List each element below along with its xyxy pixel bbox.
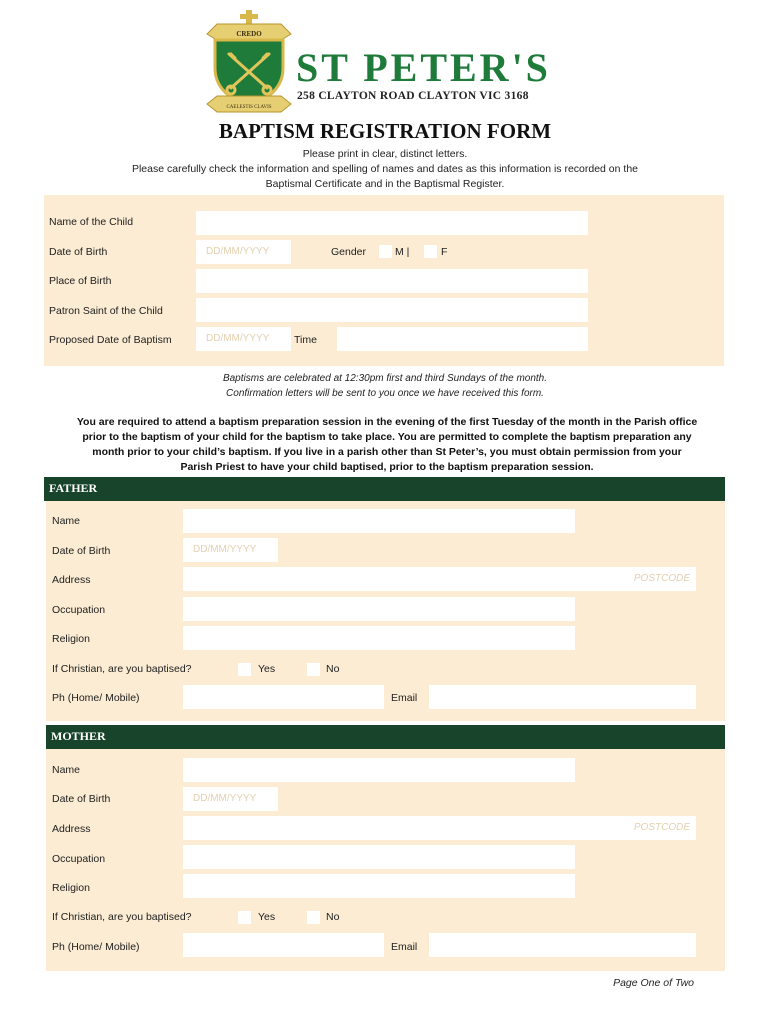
crest-motto-bottom: CAELESTIS CLAVIS (226, 105, 272, 110)
father-occupation-input[interactable] (183, 597, 575, 621)
requirement-line-4: Parish Priest to have your child baptised, prior to the baptism preparation session. (180, 461, 594, 473)
requirement-line-1: You are required to attend a baptism preparation session in the evening of the first Tuesday of the month in the Parish office (76, 416, 698, 428)
father-yes-label: Yes (258, 663, 276, 675)
gender-m-label: M | (395, 246, 410, 258)
child-dob-label: Date of Birth (49, 246, 108, 258)
child-name-input[interactable] (196, 211, 588, 235)
mother-email-input[interactable] (429, 933, 696, 957)
father-religion-label: Religion (52, 633, 90, 645)
parish-crest-logo (205, 10, 293, 114)
place-of-birth-input[interactable] (196, 269, 588, 293)
father-baptised-no-checkbox[interactable] (307, 663, 320, 676)
form-title: BAPTISM REGISTRATION FORM (218, 119, 552, 143)
mother-dob-label: Date of Birth (52, 793, 111, 805)
page-number-label: Page One of Two (613, 977, 694, 989)
mother-address-label: Address (52, 823, 91, 835)
mother-email-label: Email (391, 941, 418, 953)
patron-saint-label: Patron Saint of the Child (49, 305, 163, 317)
gender-f-checkbox[interactable] (424, 245, 437, 258)
mother-dob-input[interactable]: DD/MM/YYYY (183, 787, 278, 811)
father-baptised-yes-checkbox[interactable] (238, 663, 251, 676)
gender-label: Gender (331, 246, 367, 258)
requirement-line-3: month prior to your child’s baptism. If you live in a parish other than St Peter’s, you must obtain permission from your (92, 446, 682, 458)
note-line-2: Confirmation letters will be sent to you once we have received this form. (226, 388, 544, 399)
mother-baptised-label: If Christian, are you baptised? (52, 911, 192, 923)
note-line-1: Baptisms are celebrated at 12:30pm first and third Sundays of the month. (222, 373, 548, 384)
parish-address: 258 CLAYTON ROAD CLAYTON VIC 3168 (297, 90, 529, 102)
mother-yes-label: Yes (258, 911, 276, 923)
mother-baptised-no-checkbox[interactable] (307, 911, 320, 924)
baptism-time-input[interactable] (337, 327, 588, 351)
father-email-input[interactable] (429, 685, 696, 709)
intro-line-2: Please carefully check the information and spelling of names and dates as this information is recorded on the (131, 163, 639, 175)
child-name-label: Name of the Child (49, 216, 134, 228)
father-email-label: Email (391, 692, 418, 704)
intro-line-3: Baptismal Certificate and in the Baptismal Register. (265, 178, 505, 190)
father-dob-label: Date of Birth (52, 545, 111, 557)
intro-line-1: Please print in clear, distinct letters. (302, 148, 468, 160)
father-address-label: Address (52, 574, 91, 586)
father-name-input[interactable] (183, 509, 575, 533)
mother-address-input[interactable]: POSTCODE (183, 816, 696, 840)
father-religion-input[interactable] (183, 626, 575, 650)
requirement-line-2: prior to the baptism of your child for the baptism to take place. You are permitted to complete the baptism preparation any (82, 431, 692, 443)
child-dob-input[interactable]: DD/MM/YYYY (196, 240, 291, 264)
father-section-heading: FATHER (44, 477, 725, 501)
father-baptised-label: If Christian, are you baptised? (52, 663, 192, 675)
gender-f-label: F (441, 246, 448, 258)
mother-religion-input[interactable] (183, 874, 575, 898)
mother-no-label: No (326, 911, 340, 923)
mother-baptised-yes-checkbox[interactable] (238, 911, 251, 924)
father-dob-input[interactable]: DD/MM/YYYY (183, 538, 278, 562)
baptism-date-label: Proposed Date of Baptism (49, 334, 172, 346)
mother-occupation-input[interactable] (183, 845, 575, 869)
mother-religion-label: Religion (52, 882, 90, 894)
father-name-label: Name (52, 515, 81, 527)
father-no-label: No (326, 663, 340, 675)
gender-m-checkbox[interactable] (379, 245, 392, 258)
baptism-date-input[interactable]: DD/MM/YYYY (196, 327, 291, 351)
time-label: Time (294, 334, 317, 346)
mother-name-label: Name (52, 764, 81, 776)
place-of-birth-label: Place of Birth (49, 275, 112, 287)
father-occupation-label: Occupation (52, 604, 106, 616)
mother-section-heading: MOTHER (46, 725, 725, 749)
mother-phone-input[interactable] (183, 933, 384, 957)
crest-motto-top: CREDO (236, 30, 262, 38)
father-phone-input[interactable] (183, 685, 384, 709)
mother-phone-label: Ph (Home/ Mobile) (52, 941, 140, 953)
parish-name: ST PETER'S (296, 45, 551, 90)
mother-occupation-label: Occupation (52, 853, 106, 865)
father-address-input[interactable]: POSTCODE (183, 567, 696, 591)
patron-saint-input[interactable] (196, 298, 588, 322)
mother-name-input[interactable] (183, 758, 575, 782)
father-phone-label: Ph (Home/ Mobile) (52, 692, 140, 704)
